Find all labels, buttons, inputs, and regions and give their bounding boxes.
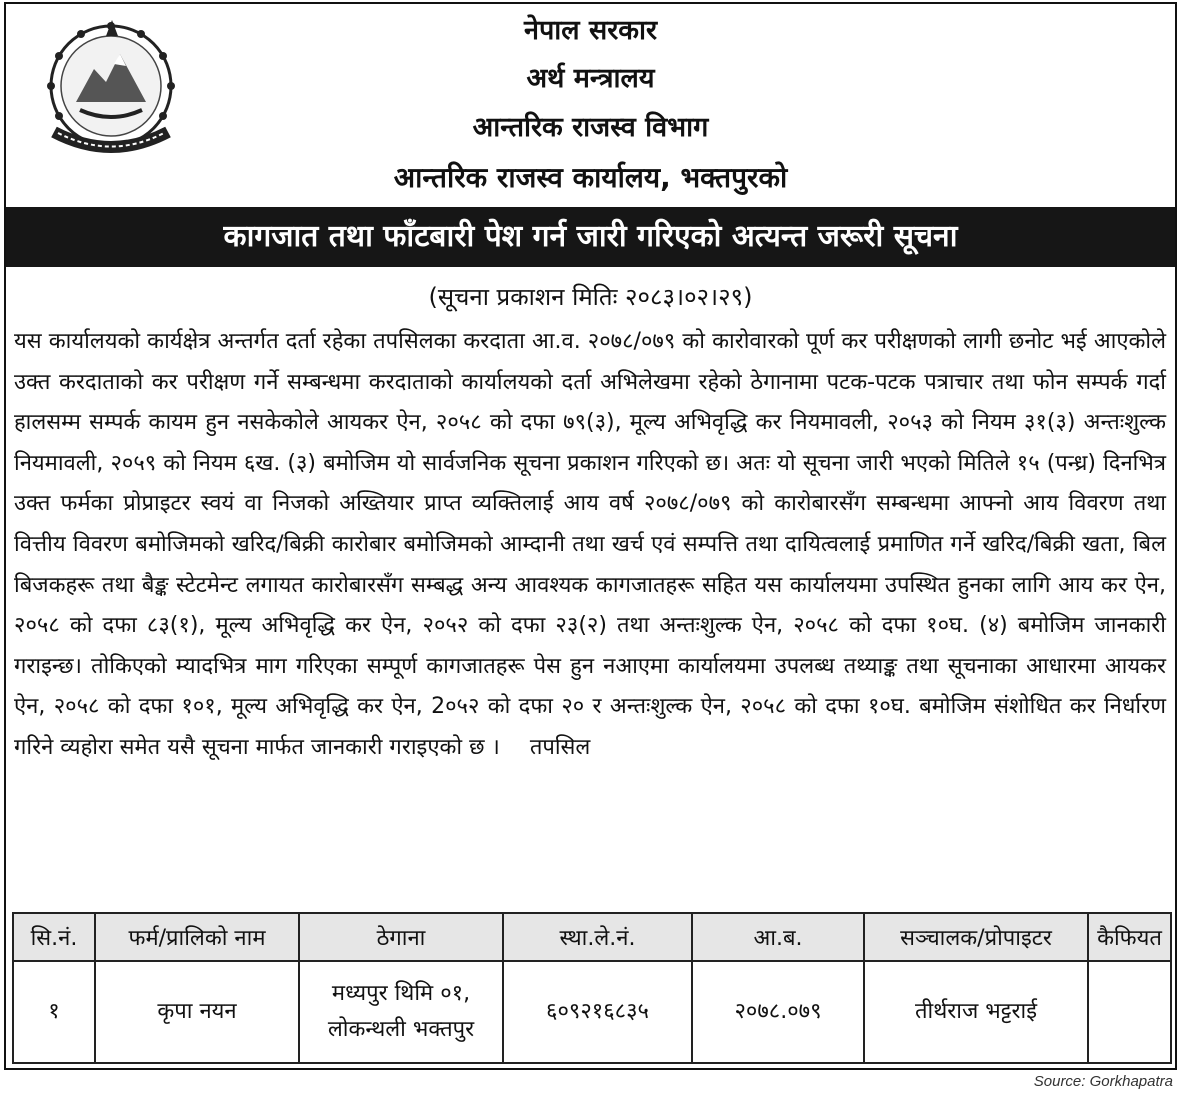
col-header-proprietor: सञ्चालक/प्रोपाइटर xyxy=(864,913,1088,961)
col-header-address: ठेगाना xyxy=(299,913,503,961)
ministry-title: अर्थ मन्त्रालय xyxy=(526,63,655,94)
source-credit: Source: Gorkhapatra xyxy=(1033,1073,1173,1090)
publication-date: (सूचना प्रकाशन मितिः २०८३।०२।२९) xyxy=(428,283,753,311)
address-line-1: मध्यपुर थिमि ०१, xyxy=(331,981,471,1006)
cell-sn: १ xyxy=(13,961,95,1063)
notice-body xyxy=(14,322,1166,769)
taxpayer-table xyxy=(12,912,1172,1064)
table-row xyxy=(13,961,1171,1063)
notice-paragraph: यस कार्यालयको कार्यक्षेत्र अन्तर्गत दर्ता रहेका तपसिलका करदाता आ.व. २०७८/०७९ को कारोवारको पूर्ण कर परीक्षणको लागी छनोट भई आएकोले उक्त करदाताको कर परीक्षण गर्ने सम्बन्धमा करदाताको कार्यालयको दर्ता अभिलेखमा रहेको ठेगानामा पटक-पटक पत्राचार तथा फोन सम्पर्क गर्दा हालसम्म सम्पर्क कायम हुन नसकेकोले आयकर ऐन, २०५८ को दफा ७९(३), मूल्य अभिवृद्धि कर नियमावली, २०५३ को नियम ३१(३) अन्तःशुल्क नियमावली, २०५९ को नियम ६ख. (३) बमोजिम यो सार्वजनिक सूचना प्रकाशन गरिएको छ। अतः यो सूचना जारी भएको मितिले १५ (पन्ध्र) दिनभित्र उक्त फर्मका प्रोप्राइटर स्वयं वा निजको अख्तियार प्राप्त व्यक्तिलाई आय वर्ष २०७८/०७९ को कारोबारसँग सम्बन्धमा आफ्नो आय विवरण तथा वित्तीय विवरण बमोजिमको खरिद/बिक्री कारोबार बमोजिमको आम्दानी तथा खर्च एवं सम्पत्ति तथा दायित्वलाई प्रमाणित गर्ने खरिद/बिक्री खता, बिल बिजकहरू तथा बैङ्क स्टेटमेन्ट लगायत कारोबारसँग सम्बद्ध अन्य आवश्यक कागजातहरू सहित यस कार्यालयमा उपस्थित हुनका लागि आय कर ऐन, २०५८ को दफा ८३(१), मूल्य अभिवृद्धि कर ऐन, २०५२ को दफा २३(२) तथा अन्तःशुल्क ऐन, २०५८ को दफा १०घ. (४) बमोजिम जानकारी गराइन्छ। तोकिएको म्यादभित्र माग गरिएका सम्पूर्ण कागजातहरू पेस हुन नआएमा कार्यालयमा उपलब्ध तथ्याङ्क तथा सूचनाका आधारमा आयकर ऐन, २०५८ को दफा १०१, मूल्य अभिवृद्धि कर ऐन, 2०५२ को दफा २० र अन्तःशुल्क ऐन, २०५८ को दफा १०घ. बमोजिम संशोधित कर निर्धारण गरिने व्यहोरा समेत यसै सूचना मार्फत जानकारी गराइएको छ । xyxy=(14,329,1166,760)
department-title: आन्तरिक राजस्व विभाग xyxy=(472,112,709,143)
cell-proprietor: तीर्थराज भट्टराई xyxy=(864,961,1088,1063)
cell-address xyxy=(299,961,503,1063)
col-header-sn: सि.नं. xyxy=(13,913,95,961)
government-title: नेपाल सरकार xyxy=(523,15,658,46)
cell-fiscal-year: २०७८.०७९ xyxy=(692,961,864,1063)
col-header-fiscal-year: आ.ब. xyxy=(692,913,864,961)
cell-firm: कृपा नयन xyxy=(95,961,299,1063)
notice-frame xyxy=(4,2,1177,1070)
notice-banner: कागजात तथा फाँटबारी पेश गर्न जारी गरिएको अत्यन्त जरूरी सूचना xyxy=(6,207,1175,267)
cell-pan: ६०९२१६८३५ xyxy=(503,961,692,1063)
cell-remarks xyxy=(1088,961,1171,1063)
col-header-firm: फर्म/प्रालिको नाम xyxy=(95,913,299,961)
office-title: आन्तरिक राजस्व कार्यालय, भक्तपुरको xyxy=(393,161,788,194)
col-header-remarks: कैफियत xyxy=(1088,913,1171,961)
address-line-2: लोकन्थली भक्तपुर xyxy=(327,1017,475,1042)
table-header-row xyxy=(13,913,1171,961)
tapasil-label: तपसिल xyxy=(529,734,591,760)
col-header-pan: स्था.ले.नं. xyxy=(503,913,692,961)
